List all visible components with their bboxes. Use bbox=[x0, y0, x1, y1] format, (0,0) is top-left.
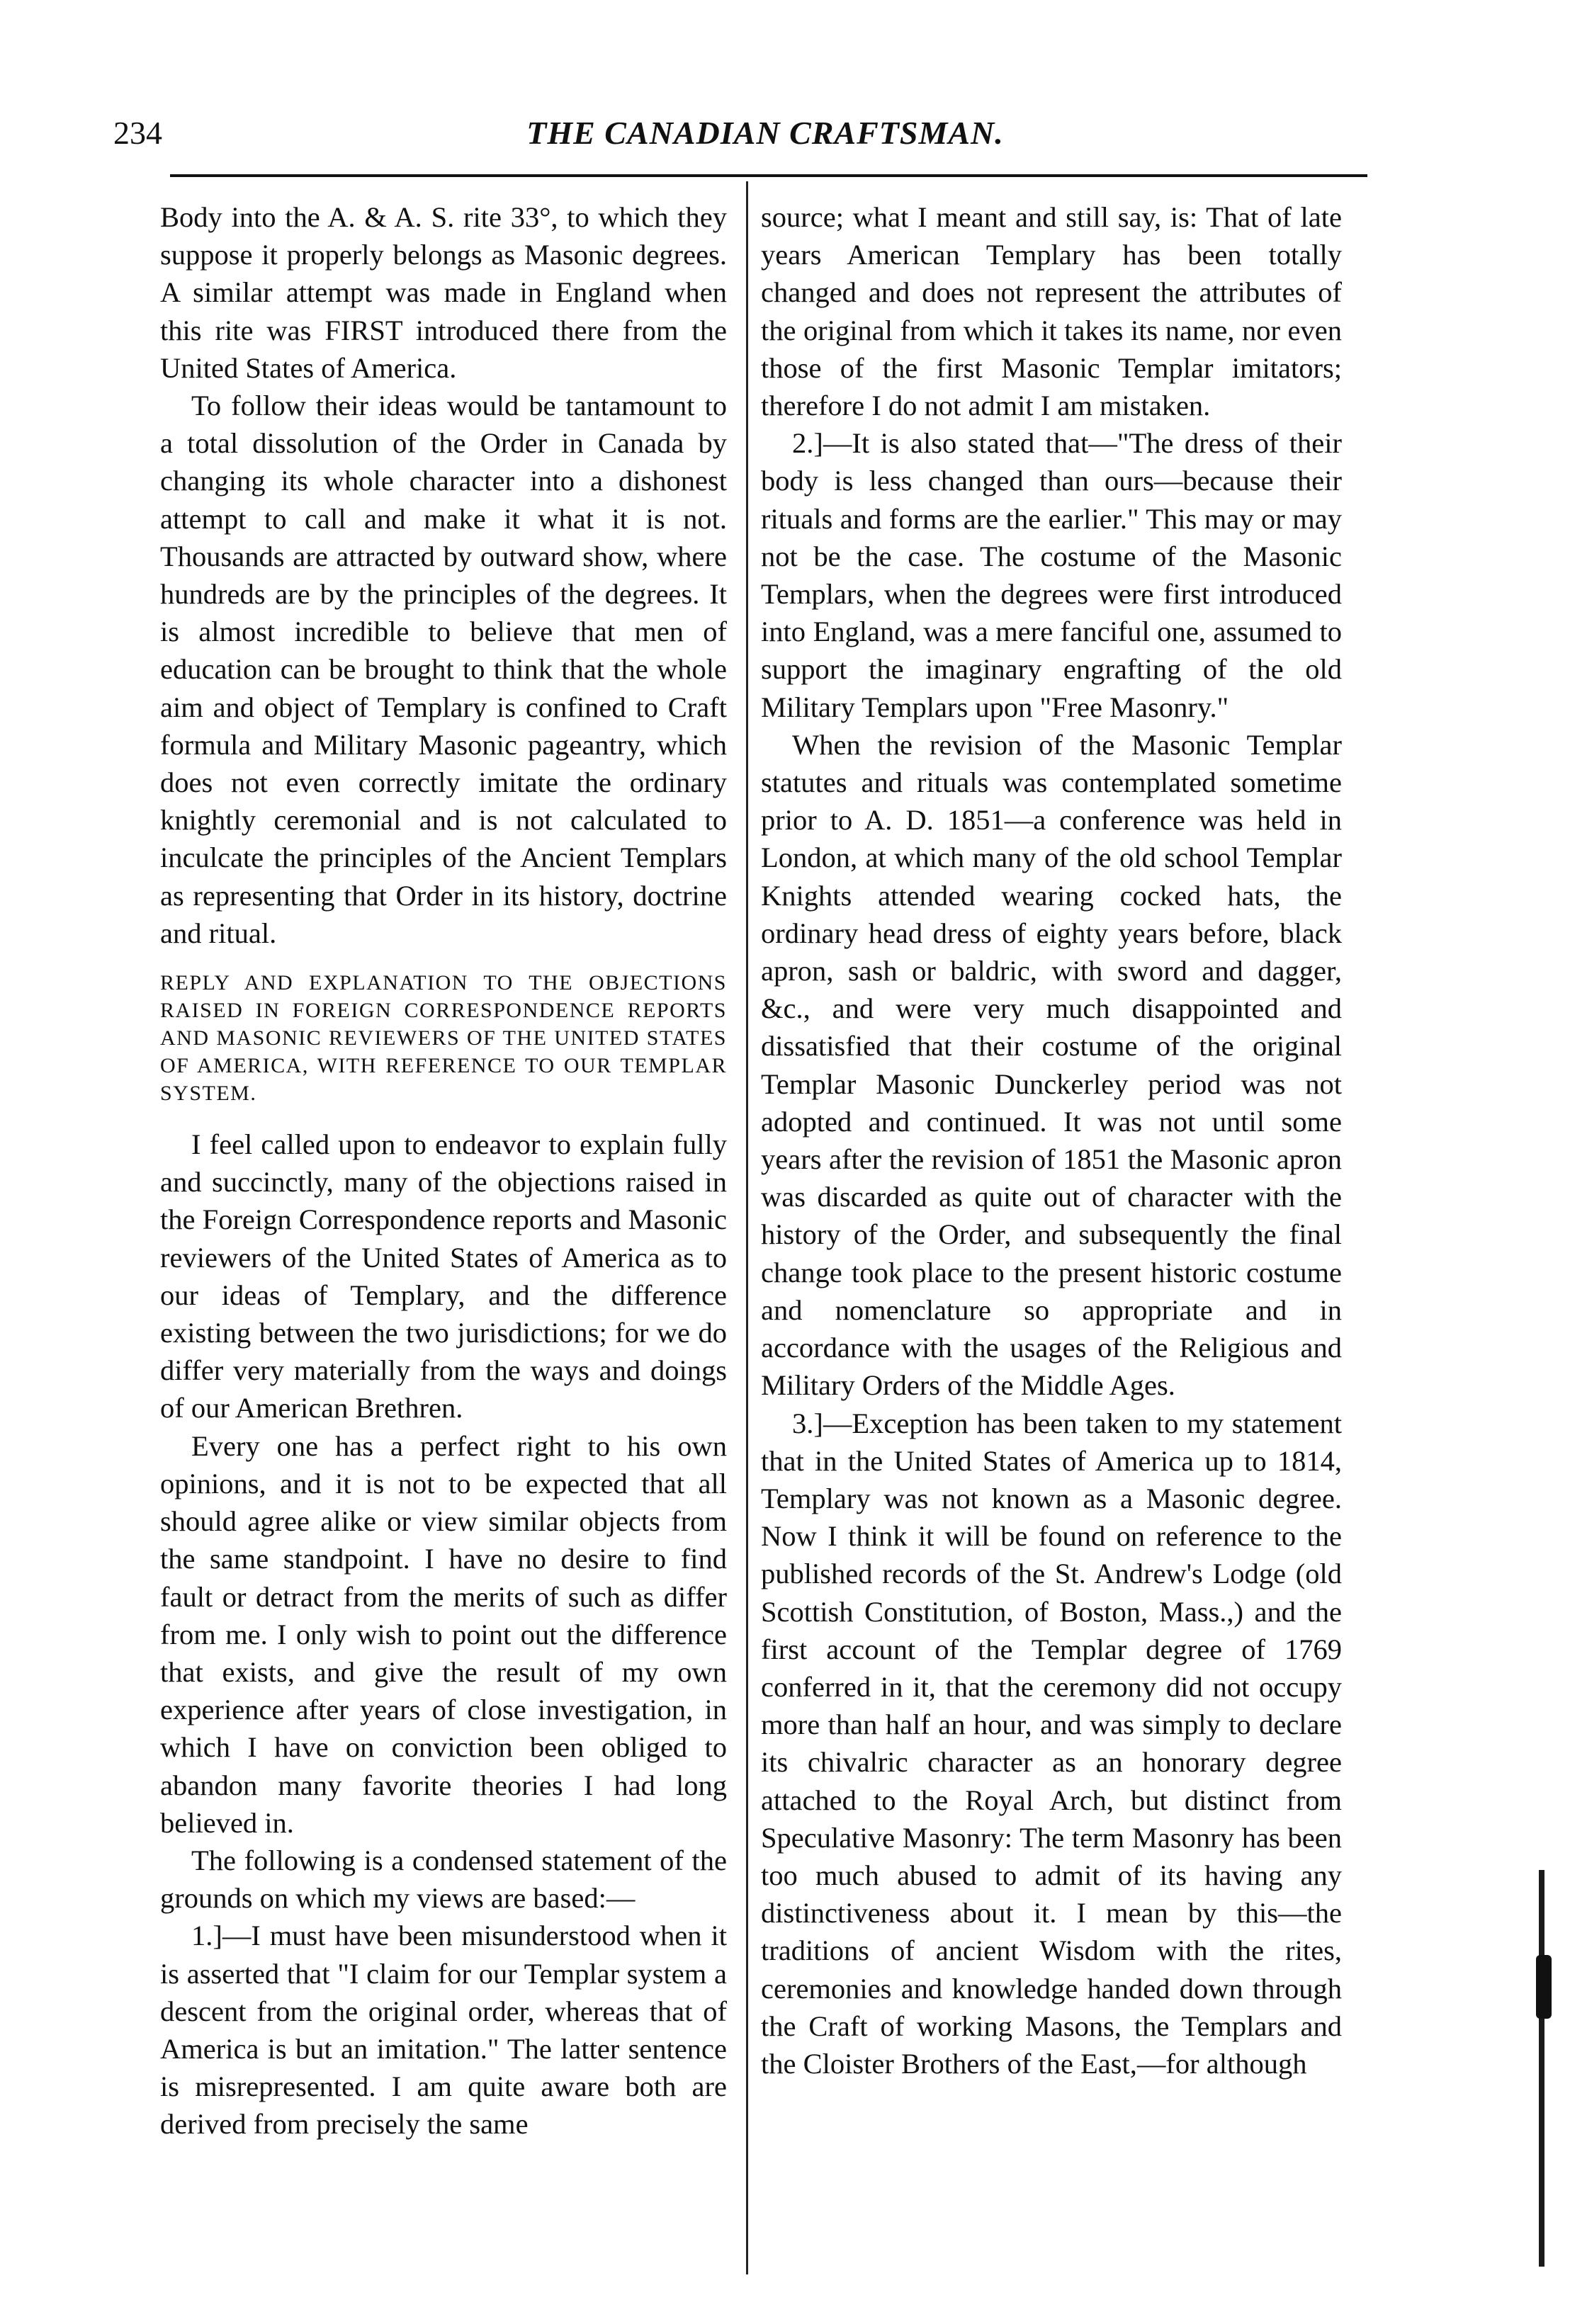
right-paragraph-2: 2.]—It is also stated that—"The dress of their body is less changed than ours—because their rituals and forms are the earlier." This may or may not be the case. The costume of the Masonic Templars, when the degrees were first introduced into England, was a mere fanciful one, assumed to support the imaginary engrafting of the old Military Templars upon "Free Masonry." bbox=[761, 427, 1342, 723]
left-paragraph-2: To follow their ideas would be tantamount to a total dissolution of the Order in Canada by changing its whole character into a dishonest attempt to call and make it what it is not. Thousands are attracted by outward show, where hundreds are by the principles of the degrees. It is almost incredible to believe that men of education can be brought to think that the whole aim and object of Templary is confined to Craft formula and Military Masonic pageantry, which does not even correctly imitate the ordinary knightly ceremonial and is not calculated to inculcate the principles of the Ancient Templars as representing that Order in its history, doctrine and ritual. bbox=[160, 390, 727, 949]
left-paragraph-1: Body into the A. & A. S. rite 33°, to which they suppose it properly belongs as Masonic degrees. A similar attempt was made in England when this rite was FIRST introduced there from the United States of America. bbox=[160, 201, 727, 384]
left-paragraph-4: Every one has a perfect right to his own opinions, and it is not to be expected that all should agree alike or view similar objects from the same standpoint. I have no desire to find fault or detract from the merits of such as differ from me. I only wish to point out the difference that exists, and give the result of my own experience after years of close investigation, in which I have on conviction been obliged to abandon many favorite theories I had long believed in. bbox=[160, 1429, 727, 1839]
right-paragraph-4: 3.]—Exception has been taken to my statement that in the United States of America up to 1814, Templary was not known as a Masonic degree. Now I think it will be found on reference to the published records of the St. Andrew's Lodge (old Scottish Constitution, of Boston, Mass.,) and the first account of the Templar degree of 1769 conferred in it, that the ceremony did not occupy more than half an hour, and was simply to declare its chivalric character as an honorary degree attached to the Royal Arch, but distinct from Speculative Masonry: The term Masonry has been too much abused to admit of its having any distinctiveness about it. I mean by this—the traditions of ancient Wisdom with the rites, ceremonies and knowledge handed down through the Craft of working Masons, the Templars and the Cloister Brothers of the East,—for although bbox=[761, 1407, 1342, 2080]
running-title: THE CANADIAN CRAFTSMAN. bbox=[526, 115, 1004, 151]
column-divider bbox=[746, 181, 748, 2274]
left-column bbox=[160, 198, 727, 2143]
right-paragraph-1: source; what I meant and still say, is: That of late years American Templary has been totally changed and does not represent the attributes of the original from which it takes its name, nor even those of the first Masonic Templar imitators; therefore I do not admit I am mistaken. bbox=[761, 201, 1342, 422]
left-paragraph-5: The following is a condensed statement of the grounds on which my views are based:— bbox=[160, 1844, 727, 1915]
right-column bbox=[761, 198, 1342, 2082]
left-paragraph-6: 1.]—I must have been misunderstood when it is asserted that "I claim for our Templar system a descent from the original order, whereas that of America is but an imitation." The latter sentence is misrepresented. I am quite aware both are derived from precisely the same bbox=[160, 1920, 727, 2141]
page-number: 234 bbox=[113, 115, 162, 151]
left-paragraph-3: I feel called upon to endeavor to explain fully and succinctly, many of the objections raised in the Foreign Correspondence reports and Masonic reviewers of the United States of America as to our ideas of Templary, and the difference existing between the two jurisdictions; for we do differ very materially from the ways and doings of our American Brethren. bbox=[160, 1128, 727, 1424]
right-paragraph-3: When the revision of the Masonic Templar statutes and rituals was contemplated sometime prior to A. D. 1851—a conference was held in London, at which many of the old school Templar Knights attended wearing cocked hats, the ordinary head dress of eighty years before, black apron, sash or baldric, with sword and dagger, &c., and were very much disappointed and dissatisfied that their costume of the original Templar Masonic Dunckerley period was not adopted and continued. It was not until some years after the revision of 1851 the Masonic apron was discarded as quite out of character with the history of the Order, and subsequently the final change took place to the present historic costume and nomenclature so appropriate and in accordance with the usages of the Religious and Military Orders of the Middle Ages. bbox=[761, 728, 1342, 1402]
page-header bbox=[106, 112, 1424, 161]
ink-blot bbox=[1536, 1955, 1552, 2019]
binding-edge-bar bbox=[1539, 1870, 1544, 2267]
section-heading: REPLY AND EXPLANATION TO THE OBJECTIONS RAISED IN FOREIGN CORRESPONDENCE REPORTS AND MASONIC REVIEWERS OF THE UNITED STATES OF AMERICA, WITH REFERENCE TO OUR TEMPLAR SYSTEM. bbox=[160, 971, 727, 1106]
binding-edge-mark bbox=[1536, 1870, 1546, 2267]
header-rule bbox=[170, 174, 1367, 177]
